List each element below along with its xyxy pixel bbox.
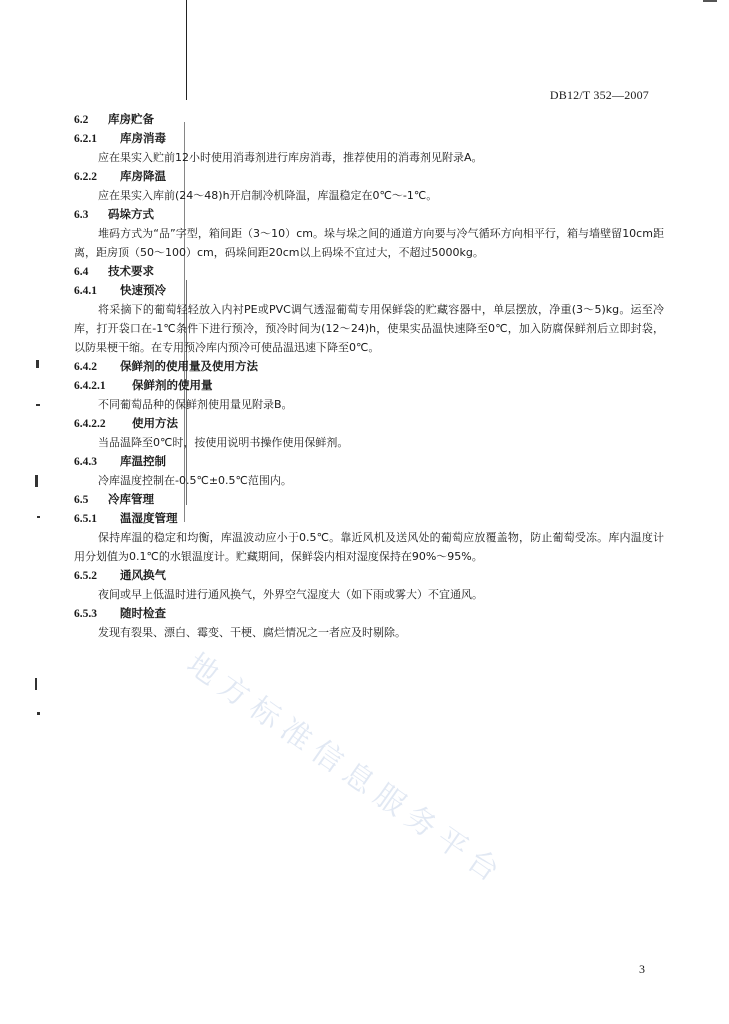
watermark: 地方标准信息服务平台 (180, 646, 512, 894)
section-title: 温湿度管理 (120, 511, 178, 525)
paragraph: 保持库温的稳定和均衡，库温波动应小于0.5℃。靠近风机及送风处的葡萄应放覆盖物，防止葡萄受冻。库内温度计用分划值为0.1℃的水银温度计。贮藏期间，保鲜袋内相对湿度保持在90%～95%。 (74, 531, 664, 563)
section-heading (74, 357, 664, 376)
section-heading (74, 205, 664, 224)
section-title: 库房消毒 (120, 131, 166, 145)
section-heading (74, 376, 664, 395)
section-title: 技术要求 (108, 264, 154, 278)
section-title: 库房降温 (120, 169, 166, 183)
scan-artifact (37, 516, 40, 518)
section-number: 6.4.2.2 (74, 418, 106, 430)
section-heading (74, 110, 664, 129)
scan-artifact (35, 475, 38, 487)
section-heading (74, 129, 664, 148)
section-heading (74, 604, 664, 623)
section-title: 码垛方式 (108, 207, 154, 221)
scan-artifact (37, 712, 40, 715)
section-number: 6.2.2 (74, 171, 97, 183)
section-number: 6.2 (74, 114, 89, 126)
paragraph: 夜间或早上低温时进行通风换气，外界空气湿度大（如下雨或雾大）不宜通风。 (98, 588, 483, 601)
section-number: 6.5.3 (74, 608, 97, 620)
standard-number: DB12/T 352—2007 (549, 88, 649, 102)
section-number: 6.5.1 (74, 513, 97, 525)
section-title: 随时检查 (120, 606, 166, 620)
section-title: 冷库管理 (108, 492, 154, 506)
section-number: 6.5 (74, 494, 89, 506)
paragraph: 将采摘下的葡萄轻轻放入内衬PE或PVC调气透湿葡萄专用保鲜袋的贮藏容器中，单层摆放，净重(3～5)kg。运至冷库，打开袋口在-1℃条件下进行预冷，预冷时间为(12～24)h，使果实品温快速降至0℃，加入防腐保鲜剂后立即封袋，以防果梗干缩。在专用预冷库内预冷可使品温迅速下降至0℃。 (74, 303, 664, 354)
section-heading (74, 509, 664, 528)
paragraph: 堆码方式为“品”字型，箱间距（3～10）cm。垛与垛之间的通道方向要与冷气循环方向相平行，箱与墙壁留10cm距离，距房顶（50～100）cm，码垛间距20cm以上码垛不宜过大，不超过5000kg。 (74, 227, 664, 259)
section-heading (74, 281, 664, 300)
section-title: 使用方法 (132, 416, 178, 430)
page-number: 3 (639, 962, 645, 976)
section-title: 库房贮备 (108, 112, 154, 126)
section-number: 6.4.3 (74, 456, 97, 468)
section-heading (74, 490, 664, 509)
paragraph: 应在果实入库前(24～48)h开启制冷机降温，库温稳定在0℃～-1℃。 (98, 189, 438, 202)
section-heading (74, 167, 664, 186)
section-title: 库温控制 (120, 454, 166, 468)
section-title: 保鲜剂的使用量 (132, 378, 213, 392)
scan-artifact (36, 404, 40, 406)
section-number: 6.5.2 (74, 570, 97, 582)
scan-artifact (36, 360, 39, 368)
section-number: 6.4.1 (74, 285, 97, 297)
document-body (74, 110, 664, 642)
section-title: 通风换气 (120, 568, 166, 582)
paragraph: 应在果实入贮前12小时使用消毒剂进行库房消毒，推荐使用的消毒剂见附录A。 (98, 151, 483, 164)
paragraph: 发现有裂果、漂白、霉变、干梗、腐烂情况之一者应及时剔除。 (98, 626, 406, 639)
section-heading (74, 452, 664, 471)
scan-artifact (186, 0, 187, 100)
paragraph: 冷库温度控制在-0.5℃±0.5℃范围内。 (98, 474, 292, 487)
section-title: 快速预冷 (120, 283, 166, 297)
section-number: 6.4.2.1 (74, 380, 106, 392)
section-heading (74, 262, 664, 281)
scan-artifact (35, 678, 37, 690)
paragraph: 不同葡萄品种的保鲜剂使用量见附录B。 (98, 398, 293, 411)
section-number: 6.4 (74, 266, 89, 278)
section-number: 6.3 (74, 209, 89, 221)
section-heading (74, 566, 664, 585)
section-title: 保鲜剂的使用量及使用方法 (120, 359, 258, 373)
paragraph: 当品温降至0℃时，按使用说明书操作使用保鲜剂。 (98, 436, 349, 449)
section-heading (74, 414, 664, 433)
section-number: 6.4.2 (74, 361, 97, 373)
scan-artifact (703, 0, 717, 2)
section-number: 6.2.1 (74, 133, 97, 145)
